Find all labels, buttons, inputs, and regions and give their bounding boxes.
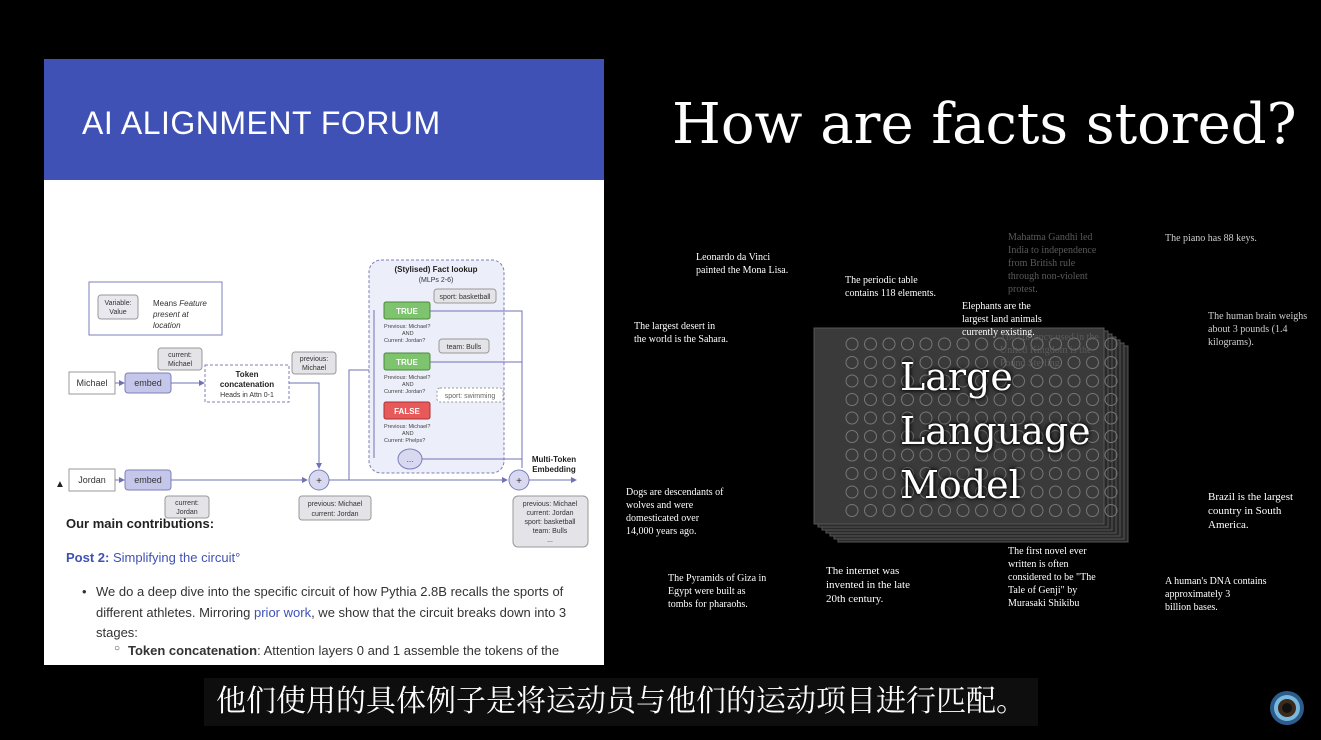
previous-michael-text2: Michael [301, 365, 327, 372]
fact-gandhi: Mahatma Gandhi led India to independence from British rule through non-violent protest. [1008, 232, 1097, 295]
current-michael-text2: Michael [167, 361, 193, 368]
cond2-c: Current: Jordan? [384, 389, 426, 395]
fact-davinci: Leonardo da Vinci painted the Mona Lisa. [696, 252, 789, 276]
embed-michael-label: embed [134, 378, 162, 388]
llm-line-3: Model [900, 463, 1021, 507]
subtitle-caption: 他们使用的具体例子是将运动员与他们的运动项目进行匹配。 [204, 678, 1038, 726]
legend-value: Value [109, 309, 127, 316]
current-michael-text1: current: [168, 352, 192, 359]
team-bulls-text: team: Bulls [446, 344, 482, 351]
more-node-label: ... [406, 455, 414, 464]
false-label: FALSE [394, 407, 420, 416]
contributions-heading: Our main contributions: [66, 516, 215, 531]
jordan-label: Jordan [78, 475, 106, 485]
cond2-b: AND [402, 382, 414, 388]
out-2: current: Jordan [526, 510, 574, 517]
fact-elephants: Elephants are the largest land animals currently existing. [962, 301, 1042, 338]
legend-present: present at [153, 310, 189, 319]
fact-dna: A human's DNA contains approximately 3 billion bases. [1165, 576, 1267, 613]
sub-bullet-bold: Token concatenation [128, 643, 258, 658]
legend-variable: Variable: [104, 300, 132, 307]
forum-slide [44, 59, 604, 665]
fact-novel: The first novel ever written is often considered to be "The Tale of Genji" by Murasaki Shikibu [1008, 546, 1096, 609]
cond1-a: Previous: Michael? [384, 324, 431, 330]
sub-bullet-item [128, 643, 578, 658]
fact-dogs: Dogs are descendants of wolves and were domesticated over 14,000 years ago. [626, 487, 724, 537]
fact-lookup-title: (Stylised) Fact lookup [394, 265, 478, 274]
multi-token-2: Embedding [532, 465, 576, 474]
michael-label: Michael [76, 378, 108, 388]
bullet-text-2: , we show that the circuit breaks down into 3 stages: [96, 604, 567, 640]
mouse-cursor-icon: ▲ [55, 479, 65, 490]
legend-location: location [153, 321, 181, 330]
slide-header [44, 59, 604, 180]
out-3: sport: basketball [524, 519, 576, 526]
add-node-2-label: + [516, 476, 522, 487]
fact-periodic: The periodic table contains 118 elements. [845, 275, 936, 299]
cond1-b: AND [402, 331, 414, 337]
sub-bullet-text: : Attention layers 0 and 1 assemble the tokens of the [257, 643, 560, 658]
cond3-a: Previous: Michael? [384, 424, 431, 430]
fact-pyramids: The Pyramids of Giza in Egypt were built as tombs for pharaohs. [668, 573, 767, 610]
fact-sterling: The currency used in the United Kingdom is the Pound Sterling. [1000, 332, 1099, 369]
out-4: team: Bulls [532, 528, 568, 535]
cond1-c: Current: Jordan? [384, 338, 426, 344]
prior-work-link[interactable]: prior work [254, 604, 312, 620]
bullet-text-1: We do a deep dive into the specific circuit of how Pythia 2.8B recalls the sports of different athletes. Mirroring [96, 584, 564, 620]
post-2-line [66, 550, 240, 565]
add-node-1-label: + [316, 476, 322, 487]
link-icon: ° [235, 550, 241, 565]
fact-desert: The largest desert in the world is the Sahara. [634, 321, 729, 345]
current-jordan-text1: current: [175, 500, 199, 507]
cond3-b: AND [402, 431, 414, 437]
llm-line-1: Large [900, 355, 1013, 399]
fact-lookup-sub: (MLPs 2-6) [418, 277, 454, 284]
post-label: Post 2: [66, 550, 110, 565]
fact-piano: The piano has 88 keys. [1165, 233, 1257, 244]
sport-swimming-text: sport: swimming [444, 393, 496, 400]
out-1: previous: Michael [522, 501, 578, 508]
prev-cur-text2: current: Jordan [311, 511, 359, 518]
sport-basketball-text: sport: basketball [439, 294, 491, 301]
true-label-2: TRUE [396, 358, 418, 367]
facts-heading: How are facts stored? [672, 92, 1297, 157]
cond3-c: Current: Phelps? [384, 438, 426, 444]
prev-cur-text1: previous: Michael [307, 501, 363, 508]
true-label-1: TRUE [396, 307, 418, 316]
post-link[interactable]: Simplifying the circuit [112, 550, 236, 565]
channel-logo-icon[interactable] [1269, 690, 1305, 726]
token-concat-heads: Heads in Attn 0-1 [220, 392, 274, 399]
legend-means: Means Feature [153, 299, 207, 308]
cond2-a: Previous: Michael? [384, 375, 431, 381]
embed-jordan-label: embed [134, 475, 162, 485]
bullet-item [96, 582, 576, 644]
previous-michael-text1: previous: [299, 356, 329, 363]
out-5: ... [547, 537, 553, 544]
facts-panel [610, 0, 1321, 740]
token-concat-title2: concatenation [219, 380, 275, 389]
forum-title: AI ALIGNMENT FORUM [82, 105, 441, 141]
current-jordan-text2: Jordan [176, 509, 198, 516]
llm-line-2: Language [900, 409, 1091, 453]
fact-brazil: Brazil is the largest country in South America. [1208, 491, 1294, 531]
fact-internet: The internet was invented in the late 20th century. [826, 565, 910, 605]
fact-brain: The human brain weighs about 3 pounds (1.4 kilograms). [1208, 311, 1308, 348]
llm-label [900, 350, 1091, 512]
token-concat-title1: Token [235, 370, 259, 379]
multi-token-1: Multi-Token [531, 455, 577, 464]
